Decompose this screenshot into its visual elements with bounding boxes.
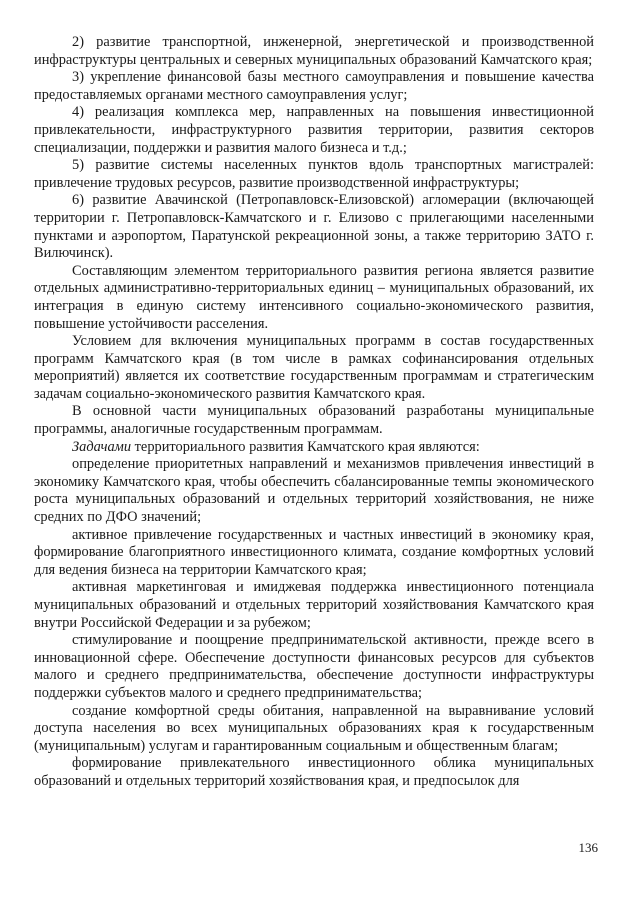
list-item-5: 5) развитие системы населенных пунктов вдоль транспортных магистралей: привлечение трудовых ресурсов, развитие производственной инфраструктуры; [34,157,594,191]
task-item: определение приоритетных направлений и механизмов привлечения инвестиций в экономику Камчатского края, чтобы обеспечить сбалансированные темпы экономического роста муниципальных образований и отдельных территорий хозяйствования, не ниже средних по ДФО значений; [34,456,594,526]
tasks-heading-lead: Задачами [72,438,132,455]
paragraph-program-inclusion: Условием для включения муниципальных программ в состав государственных программ Камчатского края (в том числе в рамках софинансирования отдельных мероприятий) является их соответствие государственным программам и стратегическим задачам социально-экономического развития Камчатского края. [34,333,594,402]
page-number: 136 [578,840,598,855]
task-item: активное привлечение государственных и частных инвестиций в экономику края, формирование благоприятного инвестиционного климата, создание комфортных условий для ведения бизнеса на территории Камчатского края; [34,526,594,578]
list-item-4: 4) реализация комплекса мер, направленных на повышения инвестиционной привлекательности, инфраструктурного развития территории, развития секторов специализации, поддержки и развития малого бизнеса и т.д.; [34,104,594,156]
task-item: создание комфортной среды обитания, направленной на выравнивание условий доступа населения во всех муниципальных образованиях края к государственным (муниципальным) услугам и гарантированным социальным и общественным благам; [34,702,594,754]
tasks-heading-rest: территориального развития Камчатского края являются: [131,438,480,455]
task-item: активная маркетинговая и имиджевая поддержка инвестиционного потенциала муниципальных образований и отдельных территорий хозяйствования Камчатского края внутри Российской Федерации и за рубежом; [34,579,594,631]
paragraph-municipal-programs: В основной части муниципальных образований разработаны муниципальные программы, аналогичные государственным программам. [34,403,594,438]
tasks-heading [34,439,594,457]
list-item-6: 6) развитие Авачинской (Петропавловск-Елизовской) агломерации (включающей территории г. Петропавловск-Камчатского и г. Елизово с прилегающими населенными пунктами и аэропортом, Паратунской рекреационной зоны, а также территорию ЗАТО г. Вилючинск). [34,192,594,262]
task-item: формирование привлекательного инвестиционного облика муниципальных образований и отдельных территорий хозяйствования края, и предпосылок для [34,755,594,789]
paragraph-territorial-development: Составляющим элементом территориального развития региона является развитие отдельных административно-территориальных единиц – муниципальных образований, их интеграция в единую систему интенсивного социально-экономического развития, повышение устойчивости расселения. [34,262,594,332]
document-body [34,34,594,791]
task-item: стимулирование и поощрение предпринимательской активности, прежде всего в инновационной сфере. Обеспечение доступности финансовых ресурсов для субъектов малого и среднего предпринимательства, обеспечение доступности инфраструктуры поддержки субъектов малого и среднего предпринимательства; [34,632,594,701]
list-item-3: 3) укрепление финансовой базы местного самоуправления и повышение качества предоставляемых органами местного самоуправления услуг; [34,69,594,103]
list-item-2: 2) развитие транспортной, инженерной, энергетической и производственной инфраструктуры центральных и северных муниципальных образований Камчатского края; [34,34,594,68]
